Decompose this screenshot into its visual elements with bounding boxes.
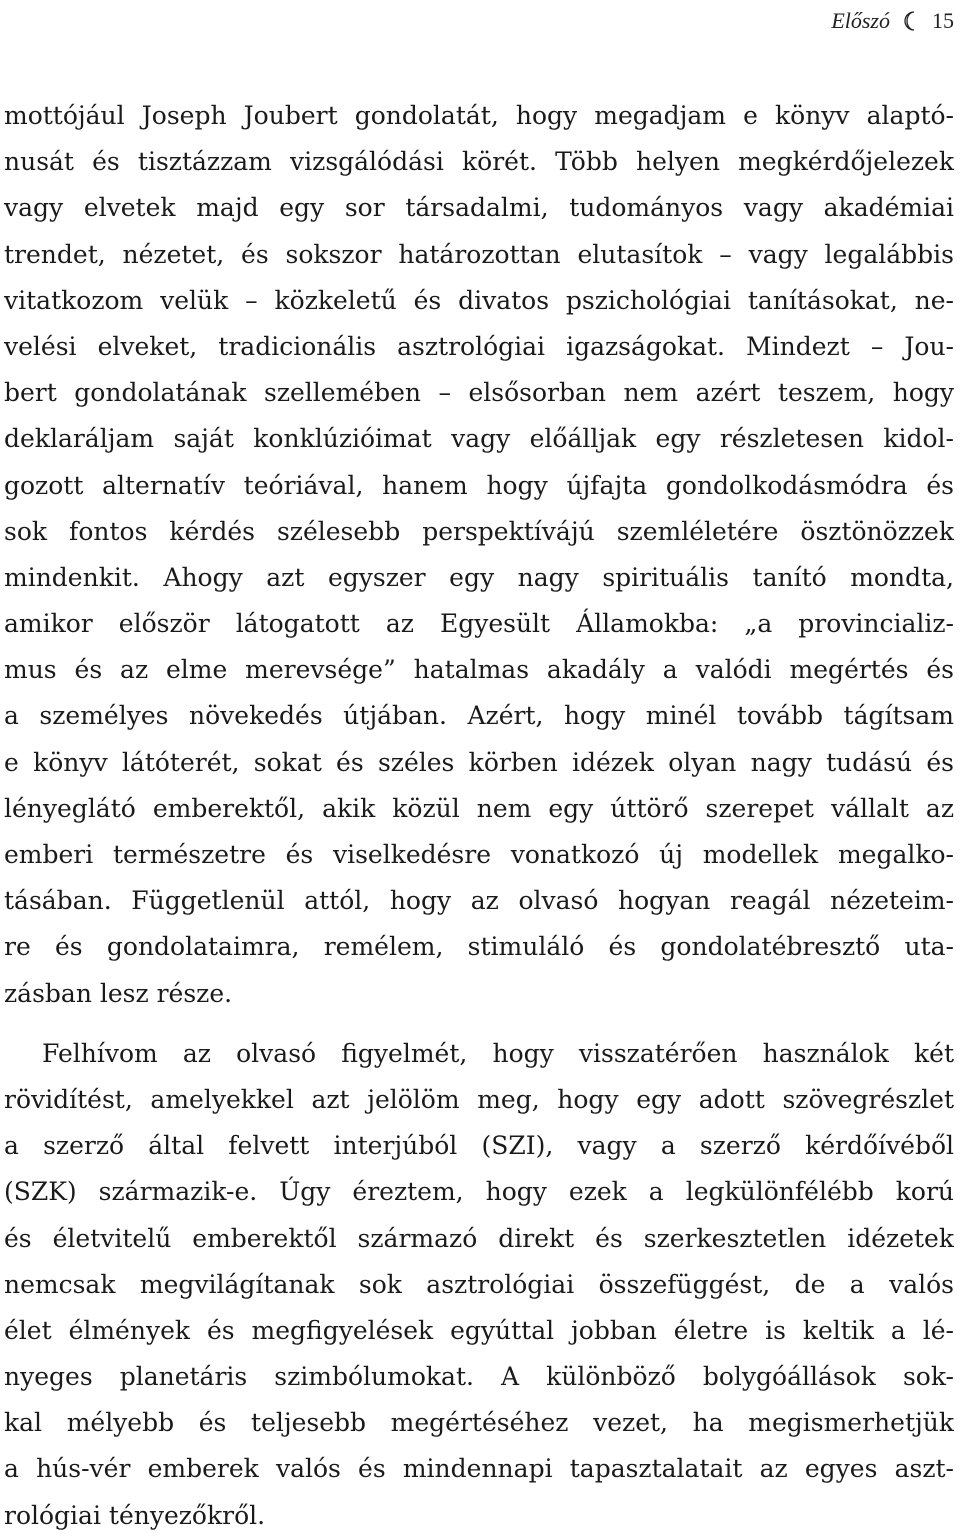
text-line: tásában. Függetlenül attól, hogy az olvasó hogyan reagál nézeteim- bbox=[4, 886, 954, 916]
text-line: nyeges planetáris szimbólumokat. A különböző bolygóállások sok- bbox=[4, 1362, 954, 1392]
paragraph-gap bbox=[4, 1017, 954, 1031]
text-line: bert gondolatának szellemében – elsősorban nem azért teszem, hogy bbox=[4, 378, 954, 408]
text-line: lényeglátó emberektől, akik közül nem egy úttörő szerepet vállalt az bbox=[4, 793, 954, 823]
text-line: vitatkozom velük – közkeletű és divatos pszichológiai tanításokat, ne- bbox=[4, 285, 954, 315]
section-title: Előszó bbox=[831, 8, 890, 33]
text-line: kal mélyebb és teljesebb megértéséhez vezet, ha megismerhetjük bbox=[4, 1408, 954, 1438]
running-head bbox=[831, 4, 954, 38]
text-line: a hús-vér emberek valós és mindennapi tapasztalatait az egyes aszt- bbox=[4, 1454, 954, 1484]
text-line: gozott alternatív teóriával, hanem hogy újfajta gondolkodásmódra és bbox=[4, 470, 954, 500]
text-line: a szerző által felvett interjúból (SZI), vagy a szerző kérdőívéből bbox=[4, 1131, 954, 1161]
text-line: rológiai tényezőkről. bbox=[4, 1500, 266, 1530]
crescent-moon-icon bbox=[900, 10, 922, 32]
body-text bbox=[4, 93, 954, 1539]
text-line: re és gondolataimra, remélem, stimuláló és gondolatébresztő uta- bbox=[4, 932, 954, 962]
page-number: 15 bbox=[932, 8, 954, 33]
text-line: deklaráljam saját konklúzióimat vagy előálljak egy részletesen kidol- bbox=[4, 424, 954, 454]
text-line: mindenkit. Ahogy azt egyszer egy nagy spirituális tanító mondta, bbox=[4, 562, 954, 592]
text-line: mus és az elme merevsége” hatalmas akadály a valódi megértés és bbox=[4, 655, 954, 685]
paragraph bbox=[4, 1031, 954, 1539]
text-line: e könyv látóterét, sokat és széles körben idézek olyan nagy tudású és bbox=[4, 747, 954, 777]
text-line: amikor először látogatott az Egyesült Államokba: „a provincializ- bbox=[4, 609, 954, 639]
text-line: sok fontos kérdés szélesebb perspektívájú szemléletére ösztönözzek bbox=[4, 516, 954, 546]
text-line: nusát és tisztázzam vizsgálódási körét. Több helyen megkérdőjelezek bbox=[4, 147, 954, 177]
text-line: mottójául Joseph Joubert gondolatát, hogy megadjam e könyv alaptó- bbox=[4, 101, 954, 130]
text-line: Felhívom az olvasó figyelmét, hogy visszatérően használok két bbox=[42, 1038, 954, 1068]
text-line: élet élmények és megfigyelések egyúttal jobban életre is keltik a lé- bbox=[4, 1315, 954, 1345]
paragraph bbox=[4, 93, 954, 1017]
text-line: a személyes növekedés útjában. Azért, hogy minél tovább tágítsam bbox=[4, 701, 954, 731]
text-line: rövidítést, amelyekkel azt jelölöm meg, hogy egy adott szövegrészlet bbox=[4, 1084, 954, 1114]
text-line: zásban lesz része. bbox=[4, 978, 233, 1008]
text-line: emberi természetre és viselkedésre vonatkozó új modellek megalko- bbox=[4, 840, 954, 869]
text-line: velési elveket, tradicionális asztrológiai igazságokat. Mindezt – Jou- bbox=[4, 331, 954, 361]
text-line: vagy elvetek majd egy sor társadalmi, tudományos vagy akadémiai bbox=[4, 193, 954, 223]
text-line: (SZK) származik-e. Úgy éreztem, hogy ezek a legkülönfélébb korú bbox=[4, 1177, 954, 1207]
text-line: nemcsak megvilágítanak sok asztrológiai összefüggést, de a valós bbox=[4, 1269, 954, 1299]
text-line: és életvitelű emberektől származó direkt és szerkesztetlen idézetek bbox=[4, 1223, 954, 1253]
text-line: trendet, nézetet, és sokszor határozottan elutasítok – vagy legalábbis bbox=[4, 239, 954, 269]
